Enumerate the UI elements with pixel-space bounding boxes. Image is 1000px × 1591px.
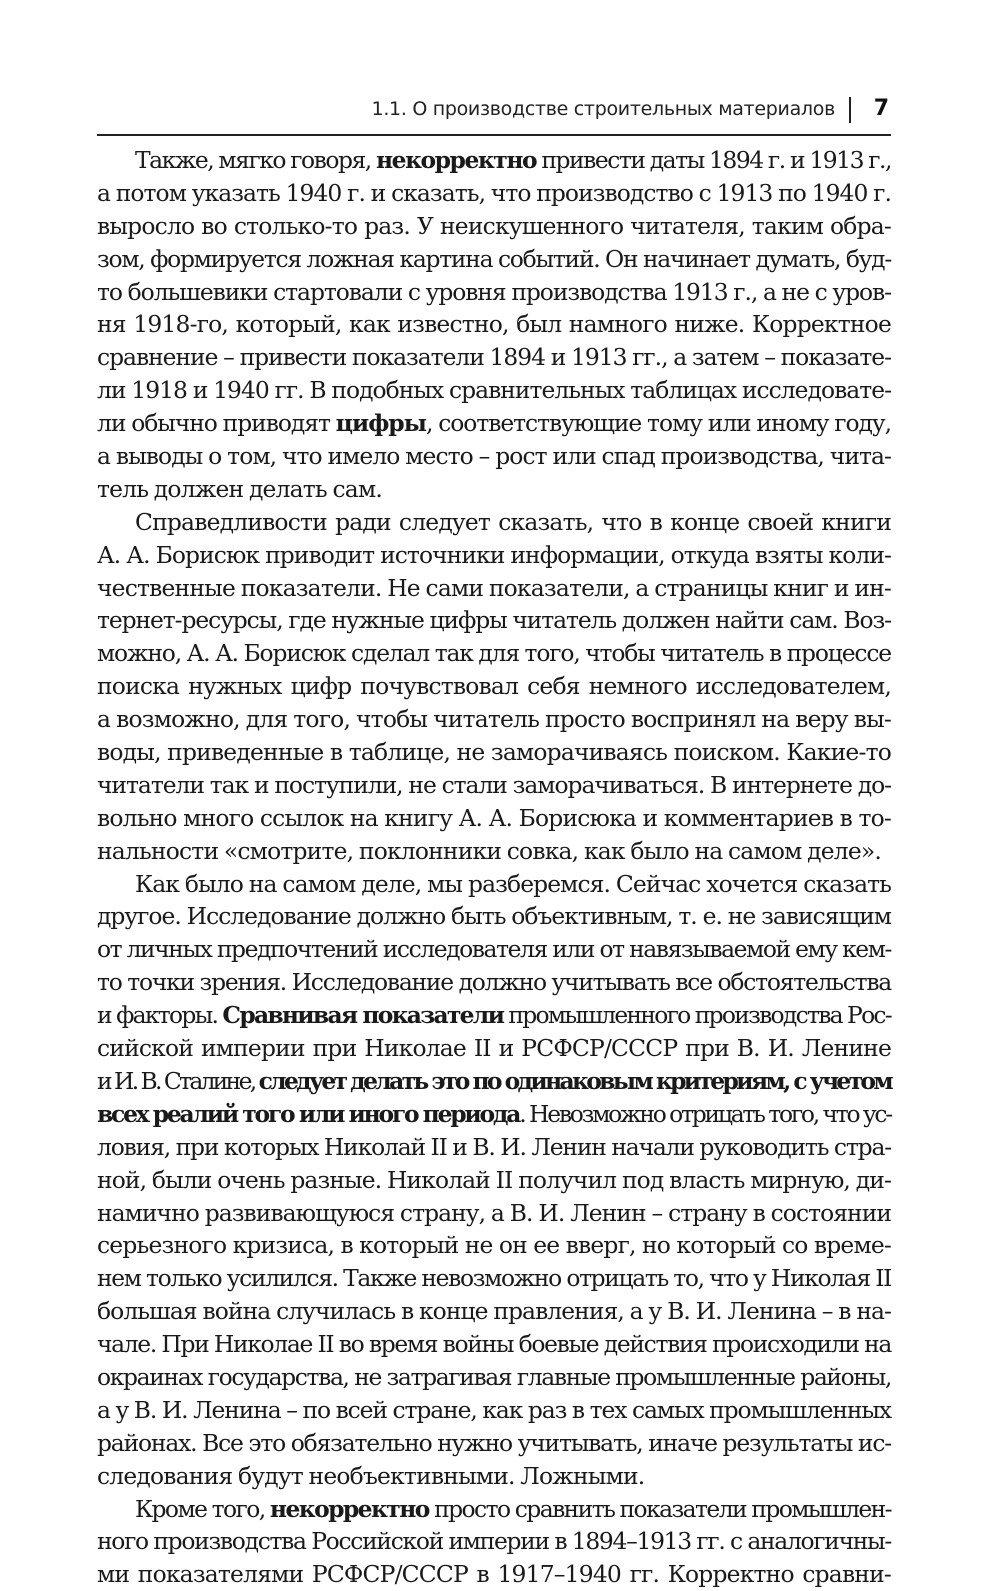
text-line: [97, 144, 891, 177]
text-line: [97, 276, 891, 309]
text-run: можно, А. А. Борисюк сделал так для того, чтобы читатель в процессе: [97, 639, 891, 668]
text-line: [97, 868, 891, 901]
header-divider: [849, 97, 851, 123]
text-run: читатели так и поступили, не стали заморачиваться. В интернете до-: [97, 770, 891, 799]
text-line: [97, 703, 891, 736]
text-line: [97, 243, 891, 276]
text-run: Также, мягко говоря,: [135, 146, 377, 174]
text-line: [97, 1394, 891, 1427]
text-line: [97, 736, 891, 769]
text-line: [97, 1032, 891, 1065]
bold-text: всех реалий того или иного периода: [97, 1099, 520, 1128]
text-line: [97, 637, 891, 670]
text-line: [97, 1065, 891, 1098]
text-line: [97, 1164, 891, 1197]
text-run: сийской империи при Николае II и РСФСР/СССР при В. И. Ленине: [97, 1034, 891, 1063]
bold-text: некорректно: [376, 146, 537, 174]
text-line: [97, 769, 891, 802]
text-run: Справедливости ради следует сказать, что в конце своей книги: [135, 507, 891, 536]
text-run: промышленного производства Рос-: [503, 1001, 891, 1030]
text-run: ного производства Российской империи в 1894–1913 гг. с аналогичны-: [97, 1527, 891, 1556]
text-line: [97, 1295, 891, 1328]
text-line: [97, 1361, 891, 1394]
text-line: [97, 440, 891, 473]
bold-text: следует делать это по одинаковым критериям, с учетом: [258, 1066, 891, 1095]
text-line: [97, 539, 891, 572]
text-line: [97, 407, 891, 440]
text-run: тернет-ресурсы, где нужные цифры читатель должен найти сам. Воз-: [97, 606, 891, 635]
text-run: намично развивающуюся страну, а В. И. Ленин – страну в состоянии: [97, 1198, 891, 1227]
text-line: [97, 210, 891, 243]
text-run: большая война случилась в конце правления, а у В. И. Ленина – в на-: [97, 1297, 891, 1326]
text-run: ли обычно приводят: [97, 409, 336, 438]
text-run: а выводы о том, что имело место – рост или спад производства, чита-: [97, 442, 891, 471]
text-line: [97, 1460, 891, 1493]
text-run: , соответствующие тому или иному году,: [425, 409, 891, 438]
text-run: ловия, при которых Николай II и В. И. Ленин начали руководить стра-: [97, 1132, 891, 1161]
body-text: [97, 144, 891, 1591]
text-run: а потом указать 1940 г. и сказать, что производство с 1913 по 1940 г.: [97, 178, 891, 207]
page-number: 7: [873, 96, 889, 121]
text-line: [97, 1131, 891, 1164]
text-line: [97, 670, 891, 703]
text-run: ми показателями РСФСР/СССР в 1917–1940 гг. Корректно сравни-: [97, 1560, 891, 1589]
text-line: [97, 900, 891, 933]
text-run: а возможно, для того, чтобы читатель просто воспринял на веру вы-: [97, 705, 891, 734]
text-run: нальности «смотрите, поклонники совка, как было на самом деле».: [97, 836, 882, 865]
text-run: другое. Исследование должно быть объективным, т. е. не зависящим: [97, 902, 891, 931]
text-run: следования будут необъективными. Ложными.: [97, 1461, 645, 1490]
text-line: [97, 341, 891, 374]
text-run: и факторы.: [97, 1001, 223, 1030]
text-run: . Невозможно отрицать того, что ус-: [519, 1099, 891, 1128]
text-run: сравнение – привести показатели 1894 и 1913 гг., а затем – показате-: [97, 343, 891, 372]
text-run: А. А. Борисюк приводит источники информации, откуда взяты коли-: [97, 540, 891, 569]
text-line: [97, 999, 891, 1032]
text-line: [97, 1197, 891, 1230]
text-run: зом, формируется ложная картина событий. Он начинает думать, буд-: [97, 244, 891, 273]
text-run: районах. Все это обязательно нужно учитывать, иначе результаты ис-: [97, 1428, 891, 1457]
bold-text: цифры: [335, 409, 426, 438]
text-line: [97, 933, 891, 966]
text-run: выросло во столько-то раз. У неискушенного читателя, таким обра-: [97, 211, 891, 240]
text-run: воды, приведенные в таблице, не заморачиваясь поиском. Какие-то: [97, 738, 891, 767]
paragraph-3: [97, 868, 891, 1493]
text-run: серьезного кризиса, в который не он ее вверг, но который со време-: [97, 1231, 891, 1260]
text-run: поиска нужных цифр почувствовал себя немного исследователем,: [97, 672, 891, 701]
text-line: [97, 1229, 891, 1262]
paragraph-4: [97, 1493, 891, 1591]
text-line: [97, 1493, 891, 1526]
paragraph-2: [97, 506, 891, 868]
text-run: Кроме того,: [135, 1494, 270, 1523]
text-line: [97, 1098, 891, 1131]
text-line: [97, 572, 891, 605]
section-title: 1.1. О производстве строительных материалов: [371, 98, 835, 120]
text-line: [97, 1328, 891, 1361]
text-line: [97, 802, 891, 835]
text-run: а у В. И. Ленина – по всей стране, как раз в тех самых промышленных: [97, 1395, 891, 1424]
text-run: чале. При Николае II во время войны боевые действия происходили на: [97, 1330, 891, 1359]
text-line: [97, 473, 891, 506]
text-run: от личных предпочтений исследователя или от навязываемой ему кем-: [97, 935, 891, 964]
running-header: [97, 94, 891, 136]
text-line: [97, 1525, 891, 1558]
text-run: ли 1918 и 1940 гг. В подобных сравнительных таблицах исследовате-: [97, 376, 891, 405]
text-line: [97, 835, 891, 868]
text-line: [97, 966, 891, 999]
text-run: просто сравнить показатели промышлен-: [428, 1494, 891, 1523]
text-line: [97, 1427, 891, 1460]
text-run: чественные показатели. Не сами показатели, а страницы книг и ин-: [97, 573, 891, 602]
text-run: ня 1918-го, который, как известно, был намного ниже. Корректное: [97, 310, 891, 339]
text-run: окраинах государства, не затрагивая главные промышленные районы,: [97, 1362, 891, 1391]
text-line: [97, 506, 891, 539]
text-line: [97, 308, 891, 341]
paragraph-1: [97, 144, 891, 506]
text-line: [97, 604, 891, 637]
text-run: то большевики стартовали с уровня производства 1913 г., а не с уров-: [97, 277, 891, 306]
text-run: Как было на самом деле, мы разберемся. Сейчас хочется сказать: [135, 869, 891, 898]
text-run: привести даты 1894 г. и 1913 г.,: [536, 146, 891, 174]
text-run: нем только усилился. Также невозможно отрицать то, что у Николая II: [97, 1264, 891, 1293]
text-line: [97, 1262, 891, 1295]
text-run: вольно много ссылок на книгу А. А. Борисюка и комментариев в то-: [97, 803, 891, 832]
text-run: ной, были очень разные. Николай II получил под власть мирную, ди-: [97, 1165, 891, 1194]
text-run: тель должен делать сам.: [97, 474, 382, 503]
text-line: [97, 177, 891, 210]
text-line: [97, 1558, 891, 1591]
bold-text: некорректно: [269, 1494, 429, 1523]
text-line: [97, 374, 891, 407]
bold-text: Сравнивая показатели: [222, 1001, 504, 1030]
text-run: то точки зрения. Исследование должно учитывать все обстоятельства: [97, 968, 891, 997]
text-run: и И. В. Сталине,: [97, 1066, 259, 1095]
